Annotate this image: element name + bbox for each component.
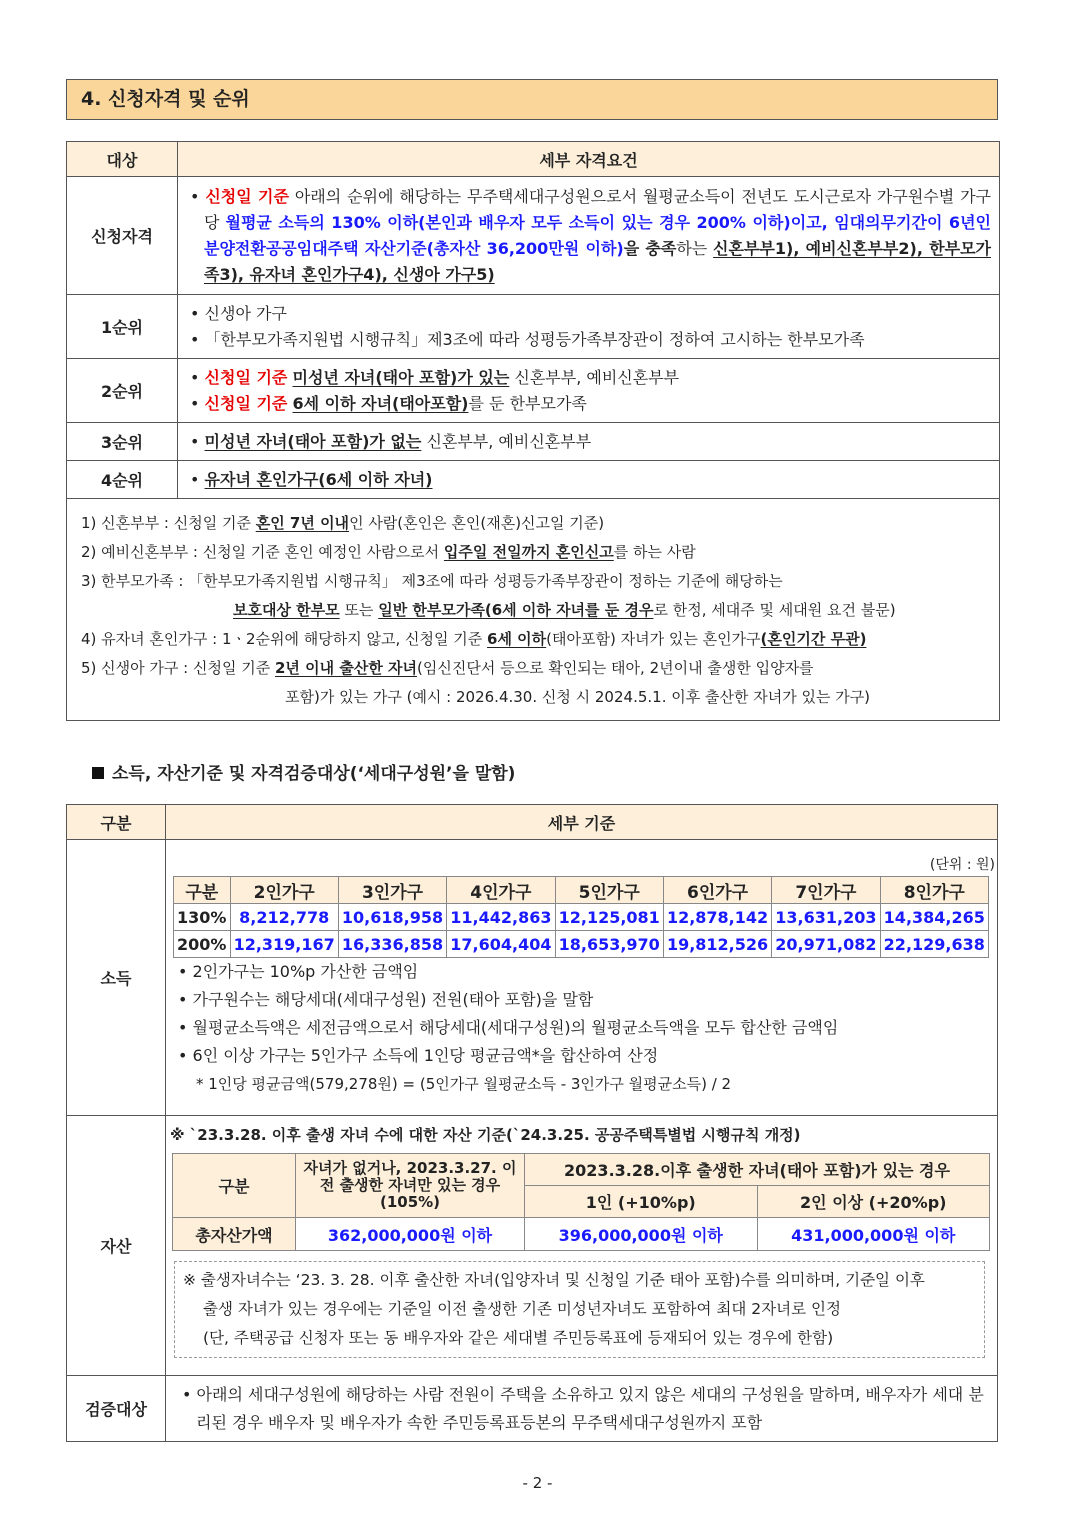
rank3-content xyxy=(178,423,1000,461)
assets-header-one: 1인 (+10%p) xyxy=(525,1186,758,1218)
footnotes xyxy=(67,499,1000,721)
income-value: 19,812,526 xyxy=(663,931,771,958)
income-asset-criteria: 월평균 소득의 130% 이하(본인과 배우자 모두 소득이 있는 경우 200% 이하)이고, 임대의무기간이 6년인 분양전환공공임대주택 자산기준(총자산 36,200만원 이하) xyxy=(204,212,991,258)
square-bullet-icon xyxy=(92,767,104,779)
income-content xyxy=(166,840,998,1116)
assets-header-new-child: 2023.3.28.이후 출생한 자녀(태아 포함)가 있는 경우 xyxy=(525,1154,990,1186)
eligibility-content xyxy=(178,177,1000,295)
income-value: 16,336,858 xyxy=(338,931,446,958)
page-number: - 2 - xyxy=(522,1474,553,1492)
income-note: • 월평균소득액은 세전금액으로서 해당세대(세대구성원)의 월평균소득액을 모두 합산한 금액임 xyxy=(176,1014,995,1042)
assets-row-label: 총자산가액 xyxy=(173,1218,296,1251)
subsection-title: 소득, 자산기준 및 자격검증대상(‘세대구성원’을 말함) xyxy=(92,759,515,784)
asset-value: 431,000,000원 이하 xyxy=(757,1218,990,1251)
footnote-2: 2) 예비신혼부부 : 신청일 기준 혼인 예정인 사람으로서 입주일 전일까지 혼인신고를 하는 사람 xyxy=(81,543,696,561)
eligibility-text: 아래의 순위에 해당하는 무주택세대구성원으로서 월평균소득이 전년도 도시근로자 가구원수별 가구당 xyxy=(204,186,991,232)
income-row-label: 200% xyxy=(174,931,231,958)
eligibility-table xyxy=(66,141,1000,721)
verify-content xyxy=(166,1376,998,1442)
rank1-item: • 신생아 가구 xyxy=(188,301,991,327)
income-row-label: 130% xyxy=(174,904,231,931)
income-value: 18,653,970 xyxy=(555,931,663,958)
rank2-target: 신혼부부, 예비신혼부부 xyxy=(514,367,680,387)
footnote-5-cont: 포함)가 있는 가구 (예시 : 2026.4.30. 신청 시 2024.5.1. 이후 출산한 자녀가 있는 가구) xyxy=(285,688,871,706)
income-col-header: 2인가구 xyxy=(230,877,338,904)
assets-header-gubun: 구분 xyxy=(173,1154,296,1218)
income-value: 12,878,142 xyxy=(663,904,771,931)
income-col-header: 6인가구 xyxy=(663,877,771,904)
emphasis-red: 신청일 기준 xyxy=(204,393,288,413)
asset-value: 396,000,000원 이하 xyxy=(525,1218,758,1251)
rank4-content xyxy=(178,461,1000,499)
footnote-1: 1) 신혼부부 : 신청일 기준 혼인 7년 이내인 사람(혼인은 혼인(재혼)신고일 기준) xyxy=(81,514,605,532)
assets-remark-line: 출생 자녀가 있는 경우에는 기준일 이전 출생한 기존 미성년자녀도 포함하여 최대 2자녀로 인정 xyxy=(203,1300,841,1318)
unit-label: (단위 : 원) xyxy=(929,857,995,873)
income-col-header: 4인가구 xyxy=(447,877,555,904)
income-table xyxy=(173,876,989,958)
rank3-target: 신혼부부, 예비신혼부부 xyxy=(426,431,592,451)
rank2-label: 2순위 xyxy=(67,359,178,423)
rank4-condition: 유자녀 혼인가구(6세 이하 자녀) xyxy=(204,469,433,489)
section-title: 4. 신청자격 및 순위 xyxy=(66,79,998,120)
income-label: 소득 xyxy=(67,840,166,1116)
income-note: • 2인가구는 10%p 가산한 금액임 xyxy=(176,958,995,986)
asset-value: 362,000,000원 이하 xyxy=(296,1218,525,1251)
rank3-condition: 미성년 자녀(태아 포함)가 없는 xyxy=(204,431,422,451)
income-value: 12,319,167 xyxy=(230,931,338,958)
assets-table xyxy=(172,1153,990,1251)
assets-remark-line: (단, 주택공급 신청자 또는 동 배우자와 같은 세대별 주민등록표에 등재되어 있는 경우에 한함) xyxy=(203,1329,834,1347)
income-value: 13,631,203 xyxy=(772,904,880,931)
emphasis-red: 신청일 기준 xyxy=(205,186,289,206)
income-notes xyxy=(168,958,995,1098)
verify-label: 검증대상 xyxy=(67,1376,166,1442)
eligibility-bold: 을 충족 xyxy=(623,238,677,258)
income-value: 17,604,404 xyxy=(447,931,555,958)
assets-remark xyxy=(174,1261,985,1358)
income-footnote: * 1인당 평균금액(579,278원) = (5인가구 월평균소득 - 3인가구 월평균소득) / 2 xyxy=(196,1075,732,1093)
income-note: • 6인 이상 가구는 5인가구 소득에 1인당 평균금액*을 합산하여 산정 xyxy=(176,1042,995,1070)
rank2-condition: 6세 이하 자녀(태아포함) xyxy=(292,393,469,413)
assets-label: 자산 xyxy=(67,1116,166,1376)
criteria-table xyxy=(66,804,998,1442)
rank2-target: 를 둔 한부모가족 xyxy=(468,393,587,413)
rank1-item: • 「한부모가족지원법 시행규칙」제3조에 따라 성평등가족부장관이 정하여 고시하는 한부모가족 xyxy=(188,327,991,353)
rank3-label: 3순위 xyxy=(67,423,178,461)
income-value: 20,971,082 xyxy=(772,931,880,958)
assets-header-two: 2인 이상 (+20%p) xyxy=(757,1186,990,1218)
income-col-header: 3인가구 xyxy=(338,877,446,904)
rank1-content xyxy=(178,295,1000,359)
rank2-condition: 미성년 자녀(태아 포함)가 있는 xyxy=(292,367,510,387)
income-col-gubun: 구분 xyxy=(174,877,231,904)
rank4-label: 4순위 xyxy=(67,461,178,499)
assets-content xyxy=(166,1116,998,1376)
eligibility-label: 신청자격 xyxy=(67,177,178,295)
assets-header-no-child: 자녀가 없거나, 2023.3.27. 이전 출생한 자녀만 있는 경우 (105%) xyxy=(296,1154,525,1218)
income-value: 8,212,778 xyxy=(230,904,338,931)
income-col-header: 7인가구 xyxy=(772,877,880,904)
assets-remark-line: ※ 출생자녀수는 ‘23. 3. 28. 이후 출산한 자녀(입양자녀 및 신청일 기준 태아 포함)수를 의미하며, 기준일 이후 xyxy=(183,1271,925,1289)
income-value: 14,384,265 xyxy=(880,904,988,931)
income-col-header: 5인가구 xyxy=(555,877,663,904)
income-col-header: 8인가구 xyxy=(880,877,988,904)
eligible-household-types: 신혼부부1), 예비신혼부부2), 한부모가족3), 유자녀 혼인가구4), 신생아 가구5) xyxy=(204,238,991,284)
assets-note-title: ※ `23.3.28. 이후 출생 자녀 수에 대한 자산 기준(`24.3.25. 공공주택특별법 시행규칙 개정) xyxy=(170,1126,801,1144)
table-header-criteria: 세부 기준 xyxy=(166,805,998,840)
verify-text: • 아래의 세대구성원에 해당하는 사람 전원이 주택을 소유하고 있지 않은 세대의 구성원을 말하며, 배우자가 세대 분리된 경우 배우자 및 배우자가 속한 주민등록표등본의 무주택세대구성원까지 포함 xyxy=(178,1381,987,1437)
rank2-content xyxy=(178,359,1000,423)
income-note: • 가구원수는 해당세대(세대구성원) 전원(태아 포함)을 말함 xyxy=(176,986,995,1014)
footnote-5: 5) 신생아 가구 : 신청일 기준 2년 이내 출산한 자녀(임신진단서 등으로 확인되는 태아, 2년이내 출생한 입양자를 xyxy=(81,659,814,677)
income-value: 12,125,081 xyxy=(555,904,663,931)
table-header-target: 대상 xyxy=(67,142,178,177)
rank1-label: 1순위 xyxy=(67,295,178,359)
footnote-3: 3) 한부모가족 : 「한부모가족지원법 시행규칙」 제3조에 따라 성평등가족부장관이 정하는 기준에 해당하는 xyxy=(81,572,783,590)
footnote-3-cont: 보호대상 한부모 또는 일반 한부모가족(6세 이하 자녀를 둔 경우로 한정, 세대주 및 세대원 요건 불문) xyxy=(233,601,896,619)
income-value: 10,618,958 xyxy=(338,904,446,931)
income-value: 22,129,638 xyxy=(880,931,988,958)
emphasis-red: 신청일 기준 xyxy=(204,367,288,387)
table-header-category: 구분 xyxy=(67,805,166,840)
table-header-detail: 세부 자격요건 xyxy=(178,142,1000,177)
eligibility-text-2: 하는 xyxy=(676,238,708,258)
footnote-4: 4) 유자녀 혼인가구 : 1ㆍ2순위에 해당하지 않고, 신청일 기준 6세 이하(태아포함) 자녀가 있는 혼인가구(혼인기간 무관) xyxy=(81,630,867,648)
income-value: 11,442,863 xyxy=(447,904,555,931)
